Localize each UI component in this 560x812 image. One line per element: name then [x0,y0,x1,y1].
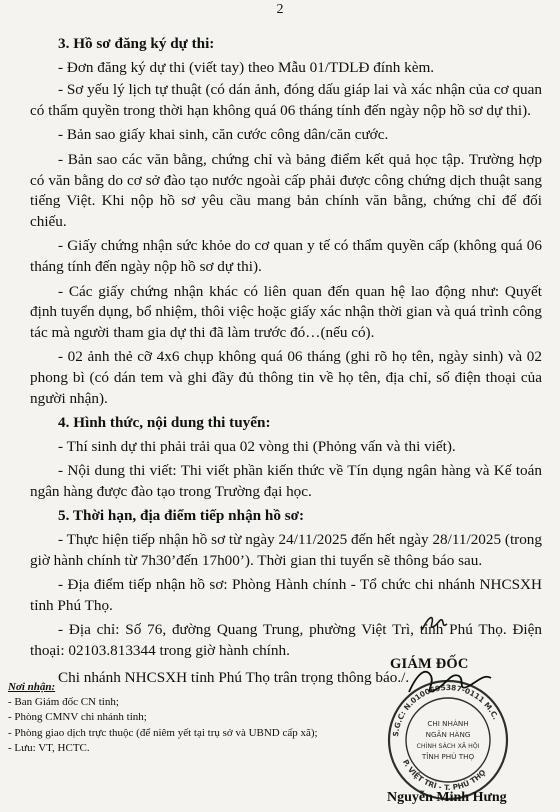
svg-text:P. VIỆT TRÌ - T. PHÚ THỌ: P. VIỆT TRÌ - T. PHÚ THỌ [400,758,488,793]
section-5-heading: 5. Thời hạn, địa điểm tiếp nhận hồ sơ: [58,507,305,525]
svg-text:TỈNH PHÚ THỌ: TỈNH PHÚ THỌ [421,752,475,761]
paragraph: - Bản sao các văn bằng, chứng chỉ và bảng điểm kết quả học tập. Trường hợp có văn bằng do cơ sở đào tạo nước ngoài cấp phải được công chứng dịch thuật sang tiếng Việt. Khi nộp hồ sơ yêu cầu mang bản chính văn bằng, chứng chỉ để đối chiếu. [30,150,542,230]
paragraph: - 02 ảnh thẻ cỡ 4x6 chụp không quá 06 tháng (ghi rõ họ tên, ngày sinh) và 02 phong bì (có dán tem và ghi đầy đủ thông tin về họ tên, địa chỉ, số điện thoại của người nhận). [30,348,542,407]
paragraph: - Giấy chứng nhận sức khỏe do cơ quan y tế có thẩm quyền cấp (không quá 06 tháng tính đến ngày nộp hồ sơ dự thi). [30,237,542,275]
recipient-item: - Phòng CMNV chi nhánh tỉnh; [8,711,147,724]
paragraph: - Địa điểm tiếp nhận hồ sơ: Phòng Hành chính - Tổ chức chi nhánh NHCSXH tỉnh Phú Thọ. [30,576,542,614]
handwritten-signature-icon [405,662,495,702]
recipients-title: Nơi nhận: [8,681,56,693]
recipient-item: - Phòng giao dịch trực thuộc (để niêm yết tại trụ sở và UBND cấp xã); [8,726,318,739]
handwritten-initial-icon [420,612,450,634]
paragraph: - Bản sao giấy khai sinh, căn cước công dân/căn cước. [58,126,389,144]
svg-text:S.G.C: N.0100695387-0111 M.C.: S.G.C: N.0100695387-0111 M.C. [391,682,501,738]
paragraph: - Đơn đăng ký dự thi (viết tay) theo Mẫu 01/TDLĐ đính kèm. [58,58,435,76]
recipients-block [8,680,338,756]
paragraph: - Địa chỉ: Số 76, đường Quang Trung, phường Việt Trì, tỉnh Phú Thọ. Điện thoại: 02103.813344 trong giờ hành chính. [30,621,542,660]
paragraph: - Thực hiện tiếp nhận hồ sơ từ ngày 24/11/2025 đến hết ngày 28/11/2025 (trong giờ hành chính từ 7h30’đến 17h00’). Thời gian thi tuyển sẽ thông báo sau. [30,531,542,569]
paragraph: - Sơ yếu lý lịch tự thuật (có dán ảnh, đóng dấu giáp lai và xác nhận của cơ quan có thẩm quyền trong thời hạn không quá 06 tháng tính đến ngày nộp hồ sơ dự thi). [30,81,542,119]
paragraph: - Nội dung thi viết: Thi viết phần kiến thức về Tín dụng ngân hàng và Kế toán ngân hàng được đào tạo trong Trường đại học. [30,462,542,500]
svg-text:CHÍNH SÁCH XÃ HỘI: CHÍNH SÁCH XÃ HỘI [416,743,480,750]
recipient-item: - Lưu: VT, HCTC. [8,741,90,754]
closing-line: Chi nhánh NHCSXH tỉnh Phú Thọ trân trọng thông báo./. [58,668,410,686]
paragraph: - Thí sinh dự thi phải trải qua 02 vòng thi (Phỏng vấn và thi viết). [58,437,456,455]
section-4-heading: 4. Hình thức, nội dung thi tuyển: [58,414,271,432]
signer-name: Nguyễn Minh Hưng [387,790,507,805]
page-number: 2 [276,2,284,17]
paragraph: - Các giấy chứng nhận khác có liên quan đến quan hệ lao động như: Quyết định tuyển dụng, bổ nhiệm, thôi việc hoặc giấy xác nhận thời gian và quá trình công tác mà người tham gia dự thi đã làm trước đó…(nếu có). [30,282,542,341]
signer-title: GIÁM ĐỐC [390,656,469,672]
document-body [30,34,542,688]
recipient-item: - Ban Giám đốc CN tỉnh; [8,696,119,709]
section-3-heading: 3. Hồ sơ đăng ký dự thi: [58,35,215,52]
svg-text:NGÂN HÀNG: NGÂN HÀNG [425,730,471,739]
svg-text:CHI NHÁNH: CHI NHÁNH [427,719,469,728]
